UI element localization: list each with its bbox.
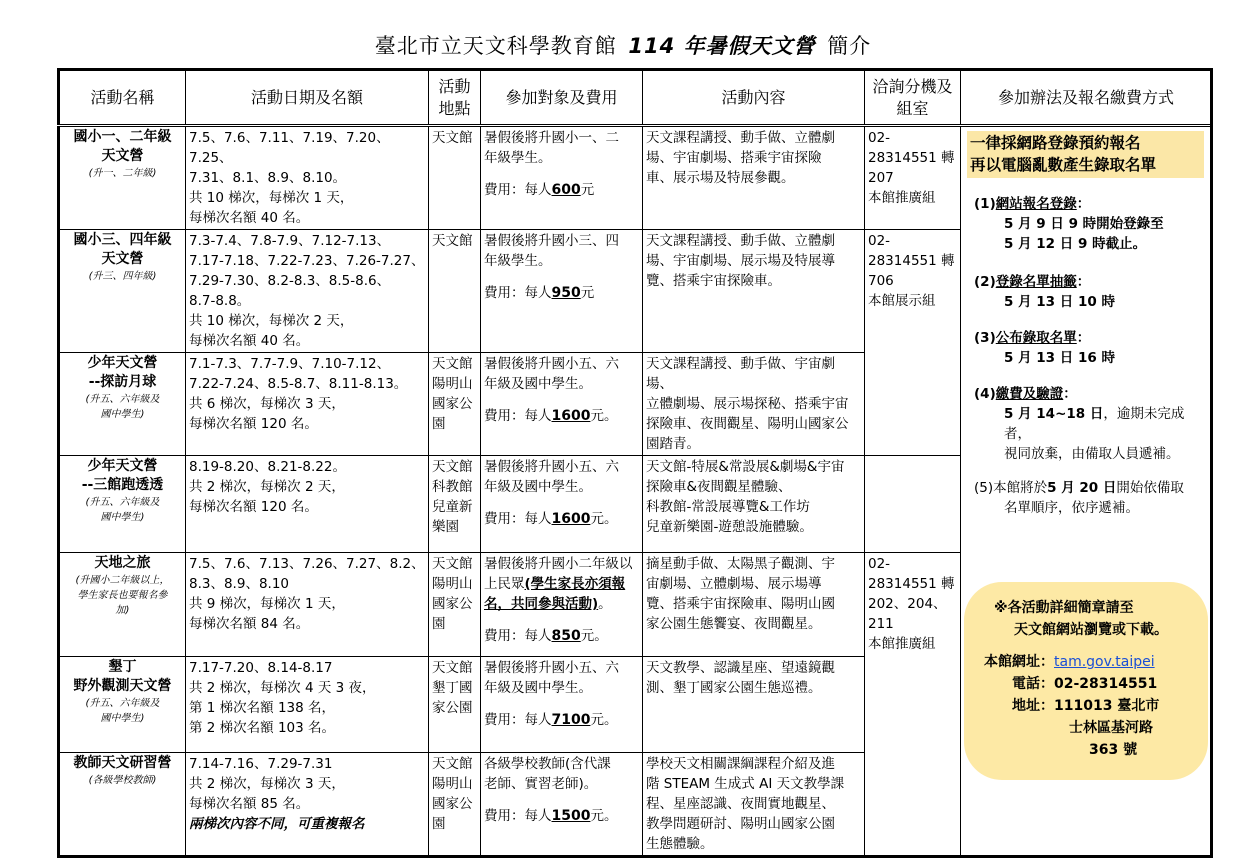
content-line: 車、展示場及特展參觀。 [646,170,795,186]
target-line: 老師、實習老師)。 [484,776,598,792]
step-detail [1004,404,1204,444]
address-line: 363 號 [1089,742,1138,758]
header-name: 活動名稱 [59,70,186,126]
content-cell [643,126,865,230]
activity-eligibility: (升三、四年級) [88,271,157,282]
target-fee-cell [481,456,643,553]
activity-name-cell [59,230,186,353]
fee-prefix: 費用：每人 [484,182,552,198]
target-line: 年級及國中學生。 [484,479,592,495]
content-line: 天文課程講授、動手做、宇宙劇場、 [646,356,835,392]
target-parent-note: (學生家長亦須報名，共同參與活動) [484,576,626,612]
fee-amount: 850 [551,628,581,644]
venue-line: 國家公 [432,796,473,812]
notice-line: 天文館網站瀏覽或下載。 [1014,622,1168,638]
table-row [59,126,1212,230]
content-line: 探險車&夜間觀星體驗、 [646,479,792,495]
contact-line: 28314551 轉 [868,576,955,592]
target-fee-cell [481,657,643,753]
contact-line: 02- [868,556,891,572]
page-title [0,30,1246,62]
target-fee-cell [481,353,643,456]
content-line: 覽、搭乘宇宙探險車。 [646,273,781,289]
venue-line: 天文館 [432,459,473,475]
date-line: 8.3、8.9、8.10 [189,576,289,592]
activity-eligibility: 國中學生) [100,409,145,420]
dates-cell [186,657,429,753]
venue-line: 園 [432,616,446,632]
date-line: 共 9 梯次，每梯次 1 天， [189,596,345,612]
venue-cell [429,126,481,230]
fee-prefix: 費用：每人 [484,511,552,527]
venue-line: 墾丁國 [432,680,473,696]
target-line: 暑假後將升國小三、四 [484,233,619,249]
date-line: 8.7-8.8。 [189,293,251,309]
fee-amount: 1500 [551,808,591,824]
content-line: 園踏青。 [646,436,700,452]
step-detail: 5 月 13 日 16 時 [1004,350,1115,366]
activity-eligibility: 國中學生) [100,713,145,724]
waitlist-date: 5 月 20 日 [1047,480,1117,496]
dates-cell [186,230,429,353]
content-line: 立體劇場、展示場探秘、搭乘宇宙 [646,396,849,412]
date-line: 7.17-7.18、7.22-7.23、7.26-7.27、 [189,253,425,269]
header-venue-line: 活動 [438,76,471,96]
activity-eligibility: (各級學校教師) [88,775,157,786]
waitlist-post: 開始依備取 [1116,480,1184,496]
date-line: 共 6 梯次，每梯次 3 天， [189,396,345,412]
activity-name: 少年天文營 [87,458,158,474]
venue-line: 天文館 [432,556,473,572]
step-number: (1) [974,196,996,212]
step-label: 公布錄取名單 [995,330,1077,346]
venue-line: 天文館 [432,356,473,372]
title-tail: 簡介 [827,34,872,58]
activity-name-cell [59,126,186,230]
website-label: 本館網址： [984,654,1054,670]
activity-name-cell [59,753,186,857]
content-cell [643,230,865,353]
venue-line: 陽明山 [432,376,473,392]
date-line: 7.3-7.4、7.8-7.9、7.12-7.13、 [189,233,391,249]
venue-cell [429,753,481,857]
step-detail: 5 月 9 日 9 時開始登錄至 [1004,216,1164,232]
contact-line: 28314551 轉 [868,253,955,269]
venue-line: 國家公 [432,596,473,612]
content-line: 場、宇宙劇場、搭乘宇宙探險 [646,150,822,166]
content-line: 摘星動手做、太陽黑子觀測、宇 [646,556,835,572]
contact-line: 207 [868,170,894,186]
date-line: 第 1 梯次名額 138 名， [189,700,336,716]
fee-prefix: 費用：每人 [484,408,552,424]
contact-cell [865,553,961,857]
step-heading [974,386,1077,402]
activity-eligibility: (升一、二年級) [88,168,157,179]
content-line: 兒童新樂園-遊憩設施體驗。 [646,519,813,535]
dates-cell [186,753,429,857]
step-detail: 視同放棄，由備取人員遞補。 [1004,446,1180,462]
venue-cell [429,553,481,657]
activity-eligibility: 加) [115,605,130,616]
date-line: 7.29-7.30、8.2-8.3、8.5-8.6、 [189,273,391,289]
activity-name-cell [59,456,186,553]
fee-amount: 1600 [551,511,591,527]
step-detail: 5 月 13 日 10 時 [1004,294,1115,310]
website-row [964,651,1208,673]
content-line: 天文教學、認識星座、望遠鏡觀 [646,660,835,676]
header-row [59,70,1212,126]
step-colon: ： [1076,330,1091,346]
venue-cell [429,230,481,353]
target-line: 年級及國中學生。 [484,680,592,696]
contact-line: 706 [868,273,894,289]
venue-line: 陽明山 [432,576,473,592]
venue-cell [429,657,481,753]
registration-step [974,272,1204,312]
contact-line: 本館推廣組 [868,636,936,652]
venue-line: 科教館 [432,479,473,495]
venue-line: 天文館 [432,660,473,676]
activity-eligibility: (升五、六年級及 [85,698,160,709]
activity-name: 天文營 [101,251,144,267]
camp-schedule-table [57,68,1213,858]
header-dates: 活動日期及名額 [186,70,429,126]
fee-prefix: 費用：每人 [484,808,552,824]
activity-name: 教師天文研習營 [73,755,172,771]
step-number: (2) [974,274,996,290]
activity-name-cell [59,553,186,657]
date-line: 共 10 梯次，每梯次 1 天， [189,190,354,206]
date-line: 7.17-7.20、8.14-8.17 [189,660,333,676]
target-line: 暑假後將升國小五、六 [484,459,619,475]
date-line: 共 10 梯次，每梯次 2 天， [189,313,354,329]
contact-cell [865,230,961,456]
fee-suffix: 元 [580,182,595,198]
content-line: 家公園生態饗宴、夜間觀星。 [646,616,822,632]
content-line: 測、墾丁國家公園生態巡禮。 [646,680,822,696]
date-line: 7.5、7.6、7.11、7.19、7.20、7.25、 [189,130,390,166]
venue-line: 天文館 [432,130,473,146]
step-label: 繳費及驗證 [995,386,1064,402]
title-emphasis: 114 年暑假天文營 [628,34,816,58]
header-contact [865,70,961,126]
target-line: 暑假後將升國小五、六 [484,660,619,676]
registration-step-waitlist [974,478,1204,518]
date-line: 每梯次名額 40 名。 [189,210,310,226]
contact-line: 28314551 轉 [868,150,955,166]
activity-name: 野外觀測天文營 [73,678,172,694]
target-line: 暑假後將升國小五、六 [484,356,619,372]
dates-note: 兩梯次內容不同，可重複報名 [189,816,365,832]
fee-suffix: 元。 [590,511,618,527]
content-line: 天文館-特展&常設展&劇場&宇宙 [646,459,845,475]
address-label: 地址： [1012,698,1054,714]
step-label: 網站報名登錄 [995,196,1077,212]
date-line: 7.5、7.6、7.13、7.26、7.27、8.2、 [189,556,425,572]
activity-eligibility: 學生家長也要報名參 [77,590,168,601]
phone-label: 電話： [1012,676,1054,692]
header-contact-line: 洽詢分機及 [872,76,953,96]
activity-name: 國小一、二年級 [73,129,172,145]
content-cell [643,353,865,456]
venue-cell [429,353,481,456]
fee-line [484,806,639,826]
date-line: 第 2 梯次名額 103 名。 [189,720,336,736]
registration-method-cell [961,126,1212,857]
content-line: 生態體驗。 [646,836,714,852]
website-link[interactable]: tam.gov.taipei [1054,654,1155,670]
date-line: 共 2 梯次，每梯次 2 天， [189,479,345,495]
target-text [484,554,639,614]
dates-cell [186,126,429,230]
payment-note: ，逾期未完成者， [1004,406,1185,442]
activity-name: --探訪月球 [88,374,157,390]
fee-line [484,283,639,303]
step-detail: 名單順序，依序遞補。 [1004,500,1139,516]
activity-name: 天地之旅 [94,555,151,571]
activity-name: --三館跑透透 [81,477,164,493]
address-line: 士林區基河路 [1069,720,1153,736]
venue-line: 天文館 [432,233,473,249]
activity-eligibility: (升五、六年級及 [85,394,160,405]
venue-line: 家公園 [432,700,473,716]
content-line: 程、星座認識、夜間實地觀星、 [646,796,835,812]
step-number: (3) [974,330,996,346]
venue-line: 兒童新 [432,499,473,515]
target-fee-cell [481,230,643,353]
venue-line: 國家公 [432,396,473,412]
venue-line: 園 [432,816,446,832]
content-line: 覽、搭乘宇宙探險車、陽明山國 [646,596,835,612]
dates-cell [186,456,429,553]
activity-name: 墾丁 [108,659,137,675]
activity-name-cell [59,657,186,753]
fee-amount: 1600 [551,408,591,424]
content-line: 天文課程講授、動手做、立體劇 [646,233,835,249]
registration-headline [967,131,1204,178]
registration-step-payment [974,384,1204,464]
venue-cell [429,456,481,553]
fee-line [484,180,639,200]
content-line: 探險車、夜間觀星、陽明山國家公 [646,416,849,432]
fee-line [484,710,639,730]
target-text-post: 。 [598,596,612,612]
date-line: 共 2 梯次，每梯次 4 天 3 夜， [189,680,376,696]
target-line: 年級學生。 [484,150,552,166]
fee-line [484,626,639,646]
header-target: 參加對象及費用 [481,70,643,126]
phone-number: 02-28314551 [1054,676,1158,692]
fee-amount: 600 [551,182,581,198]
content-line: 學校天文相關課綱課程介紹及進 [646,756,835,772]
fee-line [484,406,639,426]
target-fee-cell [481,753,643,857]
date-line: 每梯次名額 40 名。 [189,333,310,349]
target-line: 年級學生。 [484,253,552,269]
fee-amount: 950 [551,285,581,301]
header-venue-line: 地點 [438,98,471,118]
contact-line: 本館推廣組 [868,190,936,206]
fee-suffix: 元 [580,285,595,301]
address-line: 111013 臺北市 [1054,698,1160,714]
fee-line [484,509,639,529]
fee-prefix: 費用：每人 [484,628,552,644]
step-detail: 5 月 12 日 9 時截止。 [1004,236,1147,252]
step-heading [974,196,1090,212]
contact-info [964,651,1208,761]
step-colon: ： [1076,196,1091,212]
date-line: 8.19-8.20、8.21-8.22。 [189,459,346,475]
activity-name: 少年天文營 [87,355,158,371]
target-text-pre: 暑假後將升國小二年級以上民眾 [484,556,633,592]
fee-suffix: 元。 [590,808,618,824]
registration-headline-line: 一律採網路登錄預約報名 [970,134,1141,152]
fee-amount: 7100 [551,712,591,728]
registration-headline-line: 再以電腦亂數產生錄取名單 [970,156,1157,174]
contact-line: 02- [868,233,891,249]
contact-line: 02- [868,130,891,146]
dates-cell [186,553,429,657]
content-line: 階 STEAM 生成式 AI 天文教學課 [646,776,845,792]
activity-eligibility: (升國小二年級以上， [75,575,170,586]
fee-suffix: 元。 [590,408,618,424]
content-line: 天文課程講授、動手做、立體劇 [646,130,835,146]
fee-suffix: 元。 [590,712,618,728]
content-line: 教學問題研討、陽明山國家公園 [646,816,835,832]
target-line: 各級學校教師(含代課 [484,756,611,772]
venue-line: 樂園 [432,519,459,535]
venue-line: 天文館 [432,756,473,772]
content-line: 科教館-常設展導覽&工作坊 [646,499,810,515]
registration-step [974,328,1204,368]
venue-line: 園 [432,416,446,432]
target-line: 年級及國中學生。 [484,376,592,392]
content-line: 場、宇宙劇場、展示場及特展導 [646,253,835,269]
activity-name: 國小三、四年級 [73,232,172,248]
date-line: 7.31、8.1、8.9、8.10。 [189,170,347,186]
contact-line: 本館展示組 [868,293,936,309]
payment-dates: 5 月 14~18 日 [1004,406,1104,422]
date-line: 每梯次名額 85 名。 [189,796,310,812]
venue-line: 陽明山 [432,776,473,792]
step-heading [974,330,1090,346]
date-line: 每梯次名額 120 名。 [189,416,318,432]
step-colon: ： [1076,274,1091,290]
target-line: 暑假後將升國小一、二 [484,130,619,146]
activity-name: 天文營 [101,148,144,164]
date-line: 共 2 梯次，每梯次 3 天， [189,776,345,792]
dates-cell [186,353,429,456]
registration-step [974,194,1204,254]
header-content: 活動內容 [643,70,865,126]
date-line: 每梯次名額 84 名。 [189,616,310,632]
activity-name-cell [59,353,186,456]
step-number: (5) [974,480,994,496]
step-label: 登錄名單抽籤 [995,274,1077,290]
target-fee-cell [481,126,643,230]
header-venue [429,70,481,126]
header-method: 參加辦法及報名繳費方式 [961,70,1212,126]
content-cell [643,753,865,857]
content-line: 宙劇場、立體劇場、展示場導 [646,576,822,592]
notice-line: ※各活動詳細簡章請至 [994,600,1134,616]
date-line: 7.22-7.24、8.5-8.7、8.11-8.13。 [189,376,408,392]
fee-prefix: 費用：每人 [484,712,552,728]
date-line: 7.14-7.16、7.29-7.31 [189,756,333,772]
title-main: 臺北市立天文科學教育館 [374,34,617,58]
content-cell [643,456,865,553]
date-line: 每梯次名額 120 名。 [189,499,318,515]
fee-suffix: 元。 [580,628,608,644]
info-notice-box [964,582,1208,780]
address-row [964,695,1208,717]
waitlist-pre: 本館將於 [993,480,1048,496]
contact-line: 202、204、211 [868,596,947,632]
header-contact-line: 組室 [896,98,929,118]
contact-cell [865,126,961,230]
content-cell [643,553,865,657]
fee-prefix: 費用：每人 [484,285,552,301]
activity-eligibility: 國中學生) [100,512,145,523]
step-number: (4) [974,386,996,402]
content-cell [643,657,865,753]
phone-row [964,673,1208,695]
date-line: 7.1-7.3、7.7-7.9、7.10-7.12、 [189,356,391,372]
step-heading [974,274,1090,290]
target-fee-cell [481,553,643,657]
step-colon: ： [1063,386,1077,402]
activity-eligibility: (升五、六年級及 [85,497,160,508]
